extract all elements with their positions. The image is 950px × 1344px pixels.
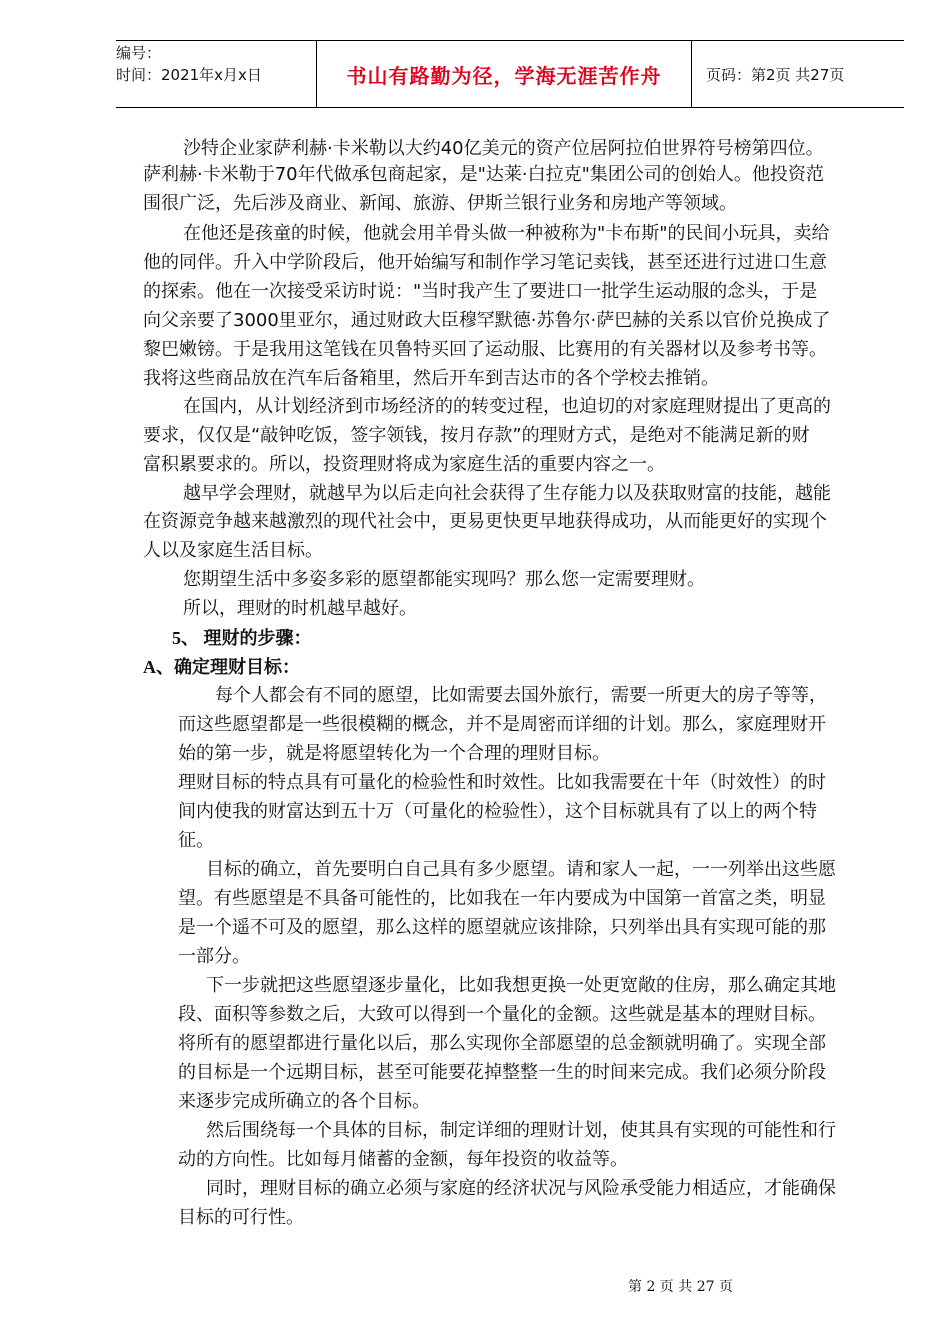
text-line: 始的第一步，就是将愿望转化为一个合理的理财目标。	[178, 743, 610, 764]
text-line: 动的方向性。比如每月储蓄的金额，每年投资的收益等。	[178, 1149, 628, 1170]
text-line: 所以，理财的时机越早越好。	[183, 598, 417, 619]
document-time-label: 时间：2021年x月x日	[116, 66, 262, 84]
text-line: 是一个遥不可及的愿望，那么这样的愿望就应该排除，只列举出具有实现可能的那	[178, 917, 826, 938]
text-line: 沙特企业家萨利赫·卡米勒以大约40亿美元的资产位居阿拉伯世界符号榜第四位。	[183, 138, 824, 159]
text-line: 的探索。他在一次接受采访时说："当时我产生了要进口一批学生运动服的念头，于是	[143, 281, 818, 302]
text-line: 同时，理财目标的确立必须与家庭的经济状况与风险承受能力相适应，才能确保	[206, 1178, 836, 1199]
text-line: 望。有些愿望是不具备可能性的，比如我在一年内要成为中国第一首富之类，明显	[178, 888, 826, 909]
text-line: 征。	[178, 830, 214, 851]
text-line: 理财目标的特点具有可量化的检验性和时效性。比如我需要在十年（时效性）的时	[178, 772, 826, 793]
header-page-info: 页码：第2页 共27页	[706, 65, 845, 84]
text-line: 间内使我的财富达到五十万（可量化的检验性），这个目标就具有了以上的两个特	[178, 801, 817, 822]
text-line: 每个人都会有不同的愿望，比如需要去国外旅行，需要一所更大的房子等等，	[215, 685, 827, 706]
page-footer: 第 2 页 共 27 页	[628, 1279, 733, 1295]
text-line: 目标的确立，首先要明白自己具有多少愿望。请和家人一起，一一列举出这些愿	[206, 859, 836, 880]
text-line: 富积累要求的。所以，投资理财将成为家庭生活的重要内容之一。	[143, 454, 665, 475]
text-line: 然后围绕每一个具体的目标，制定详细的理财计划，使其具有实现的可能性和行	[206, 1120, 836, 1141]
text-line: 目标的可行性。	[178, 1207, 304, 1228]
text-line: 在资源竞争越来越激烈的现代社会中，更易更快更早地获得成功，从而能更好的实现个	[143, 511, 827, 532]
text-line: 我将这些商品放在汽车后备箱里，然后开车到吉达市的各个学校去推销。	[143, 368, 719, 389]
text-line: 的目标是一个远期目标，甚至可能要花掉整整一生的时间来完成。我们必须分阶段	[178, 1062, 826, 1083]
text-line: 要求，仅仅是“敲钟吃饭，签字领钱，按月存款”的理财方式，是绝对不能满足新的财	[143, 425, 810, 446]
text-line: 在国内，从计划经济到市场经济的的转变过程，也迫切的对家庭理财提出了更高的	[183, 396, 831, 417]
text-line: 将所有的愿望都进行量化以后，那么实现你全部愿望的总金额就明确了。实现全部	[178, 1033, 826, 1054]
text-line: 段、面积等参数之后，大致可以得到一个量化的金额。这些就是基本的理财目标。	[178, 1004, 826, 1025]
text-line: 黎巴嫩镑。于是我用这笔钱在贝鲁特买回了运动服、比赛用的有关器材以及参考书等。	[143, 339, 827, 360]
document-number-label: 编号：	[116, 44, 162, 62]
text-line: 而这些愿望都是一些很模糊的概念，并不是周密而详细的计划。那么，家庭理财开	[178, 714, 826, 735]
text-line: 他的同伴。升入中学阶段后，他开始编写和制作学习笔记卖钱，甚至还进行过进口生意	[143, 252, 827, 273]
section-heading: 5、 理财的步骤：	[172, 628, 312, 648]
text-line: 越早学会理财，就越早为以后走向社会获得了生存能力以及获取财富的技能，越能	[183, 483, 831, 504]
text-line: 下一步就把这些愿望逐步量化，比如我想更换一处更宽敞的住房，那么确定其地	[206, 975, 836, 996]
text-line: 向父亲要了3000里亚尔，通过财政大臣穆罕默德·苏鲁尔·萨巴赫的关系以官价兑换成了	[143, 310, 831, 331]
text-line: 来逐步完成所确立的各个目标。	[178, 1091, 430, 1112]
text-line: 萨利赫·卡米勒于70年代做承包商起家，是"达莱·白拉克"集团公司的创始人。他投资范	[143, 164, 824, 185]
text-line: 一部分。	[178, 946, 250, 967]
header-motto: 书山有路勤为径，学海无涯苦作舟	[316, 41, 692, 107]
text-line: 您期望生活中多姿多彩的愿望都能实现吗？那么您一定需要理财。	[183, 569, 705, 590]
text-line: 围很广泛，先后涉及商业、新闻、旅游、伊斯兰银行业务和房地产等领域。	[143, 193, 737, 214]
subsection-heading: A、确定理财目标：	[143, 657, 300, 677]
page-header	[116, 40, 904, 108]
header-meta	[116, 41, 316, 108]
text-line: 在他还是孩童的时候，他就会用羊骨头做一种被称为"卡布斯"的民间小玩具，卖给	[183, 223, 830, 244]
text-line: 人以及家庭生活目标。	[143, 540, 323, 561]
